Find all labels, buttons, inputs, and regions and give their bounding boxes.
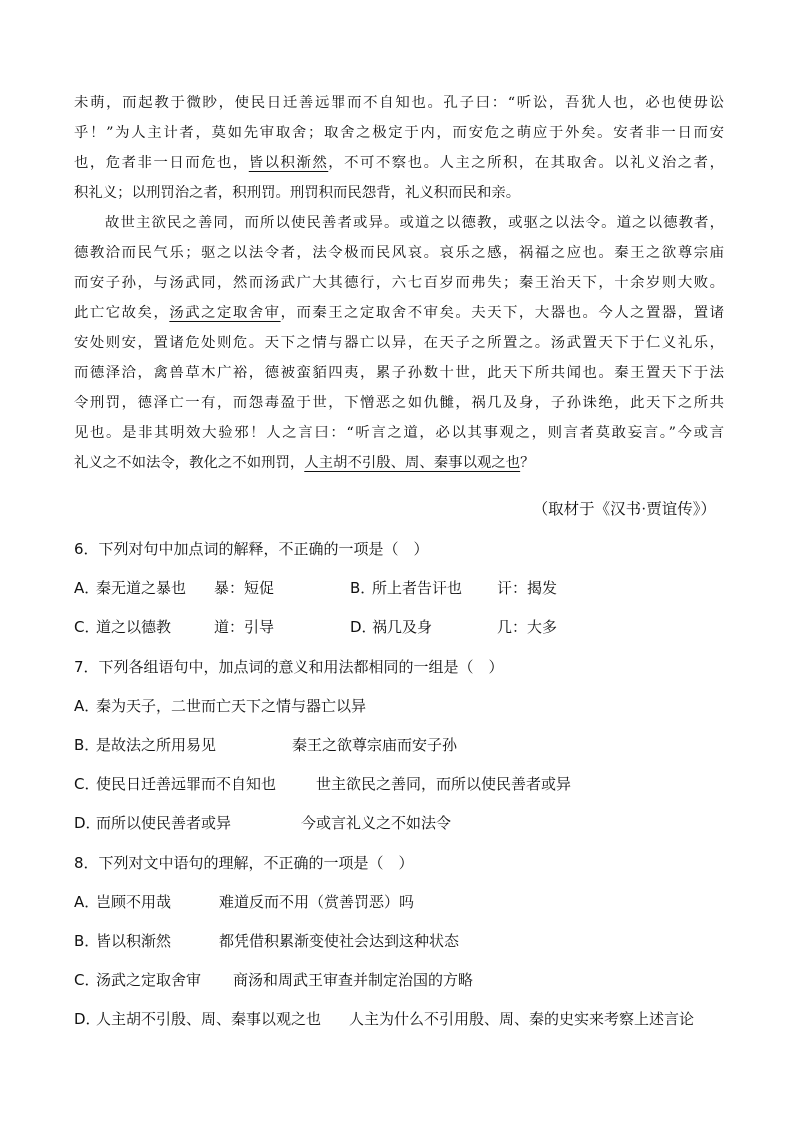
passage-line: 未萌，而起教于微眇，使民日迁善远罪而不自知也。孔子曰：“听讼，吾犹人也，必也使毋讼: [74, 95, 724, 111]
passage-text: 此亡它故矣，: [74, 305, 170, 321]
underlined-phrase: 人主胡不引殷、周、秦事以观之也: [304, 455, 521, 471]
passage-line: 安处则安，置诸危处则危。天下之情与器亡以异，在天子之所置之。汤武置天下于仁义礼乐，: [74, 335, 724, 351]
option-row: [74, 961, 734, 1000]
option-row: [74, 883, 734, 922]
option-explanation: 讦：揭发: [497, 579, 558, 598]
option-label: A．: [74, 696, 100, 715]
option-label: A．: [74, 892, 100, 911]
option-second: 秦王之欲尊宗庙而安子孙: [292, 735, 458, 754]
passage-line: 令刑罚，德泽亡一有，而怨毒盈于世，下憎恶之如仇雠，祸几及身，子孙诛绝，此天下之所共: [74, 395, 724, 411]
option-label: D．: [74, 1010, 101, 1029]
option-label: C．: [74, 971, 100, 990]
passage-text: 也，危者非一日而危也，: [74, 155, 249, 171]
underlined-phrase: 皆以积渐然: [248, 155, 329, 171]
option-explanation: 暴：短促: [214, 579, 275, 598]
classical-passage: [74, 88, 724, 478]
passage-line: [74, 148, 724, 178]
option-sentence: 祸几及身: [372, 618, 433, 637]
option-first: 而所以使民善者或异: [96, 814, 232, 833]
passage-text: 礼义之不如法令，教化之不如刑罚，: [74, 455, 305, 471]
passage-text: ，不可不察也。人主之所积，在其取舍。以礼义治之者，: [328, 155, 724, 171]
underlined-phrase: 汤武之定取舍审: [169, 305, 281, 321]
option-explanation: 道：引导: [214, 618, 275, 637]
option-second: 天下之情与器亡以异: [231, 696, 367, 715]
option-first: 皆以积渐然: [96, 931, 172, 950]
passage-line: [74, 298, 724, 328]
option-second: 难道反而不用（赏善罚恶）吗: [219, 892, 415, 911]
option-row: [74, 1000, 734, 1039]
passage-line: 而德泽洽，禽兽草木广裕，德被蛮貊四夷，累子孙数十世，此天下所共闻也。秦王置天下于法: [74, 365, 724, 381]
option-sentence: 秦无道之暴也: [96, 579, 187, 598]
question-stem: 6．下列对句中加点词的解释，不正确的一项是（ ）: [74, 540, 429, 558]
passage-text: ，而秦王之定取舍不审矣。夫天下，大器也。今人之置器，置诸: [280, 305, 724, 321]
option-label: B．: [74, 735, 100, 754]
option-first: 秦为天子，二世而亡: [96, 696, 232, 715]
option-row: [74, 765, 734, 804]
option-first: 使民日迁善远罪而不自知也: [96, 775, 277, 794]
option-label: C．: [74, 618, 100, 637]
passage-line: [74, 448, 724, 478]
option-label: B．: [74, 931, 100, 950]
passage-line: 德教洽而民气乐；驱之以法令者，法令极而民风哀。哀乐之感，祸福之应也。秦王之欲尊宗庙: [74, 245, 724, 261]
question-stem: 7．下列各组语句中，加点词的意义和用法都相同的一组是（ ）: [74, 657, 504, 676]
option-first: 人主胡不引殷、周、秦事以观之也: [96, 1010, 322, 1029]
option-label: D．: [74, 814, 101, 833]
option-row: [74, 726, 734, 765]
passage-text: ？: [520, 455, 535, 471]
option-label: A．: [74, 579, 100, 598]
passage-source: （取材于《汉书·贾谊传》）: [532, 501, 716, 518]
option-explanation: 几：大多: [497, 618, 558, 637]
option-label: D．: [350, 618, 377, 637]
passage-line: 见也。是非其明效大验邪！人之言曰：“听言之道，必以其事观之，则言者莫敢妄言。”今或言: [74, 425, 724, 441]
option-row: [74, 687, 734, 726]
passage-line: 故世主欲民之善同，而所以使民善者或异。或道之以德教，或驱之以法令。道之以德教者，: [74, 215, 724, 231]
option-second: 人主为什么不引用殷、周、秦的史实来考察上述言论: [349, 1010, 695, 1029]
option-label: C．: [74, 775, 100, 794]
option-first: 岂顾不用哉: [96, 892, 172, 911]
passage-line: 积礼义；以刑罚治之者，积刑罚。刑罚积而民怨背，礼义积而民和亲。: [74, 185, 521, 201]
question-stem: 8．下列对文中语句的理解，不正确的一项是（ ）: [74, 853, 414, 872]
option-second: 今或言礼义之不如法令: [301, 814, 452, 833]
question-list: [74, 530, 734, 1039]
option-second: 世主欲民之善同，而所以使民善者或异: [316, 775, 572, 794]
option-sentence: 所上者告讦也: [372, 579, 463, 598]
option-sentence: 道之以德教: [96, 618, 172, 637]
option-row: [74, 804, 734, 843]
option-label: B．: [350, 579, 376, 598]
passage-line: 乎！”为人主计者，莫如先审取舍；取舍之极定于内，而安危之萌应于外矣。安者非一日而安: [74, 125, 724, 141]
passage-line: 而安子孙，与汤武同，然而汤武广大其德行，六七百岁而弗失；秦王治天下，十余岁则大败。: [74, 275, 724, 291]
option-first: 汤武之定取舍审: [96, 971, 202, 990]
option-second: 都凭借积累渐变使社会达到这种状态: [219, 931, 460, 950]
option-row: [74, 608, 734, 647]
option-row: [74, 569, 734, 608]
option-row: [74, 922, 734, 961]
option-first: 是故法之所用易见: [96, 735, 217, 754]
option-second: 商汤和周武王审查并制定治国的方略: [233, 971, 474, 990]
